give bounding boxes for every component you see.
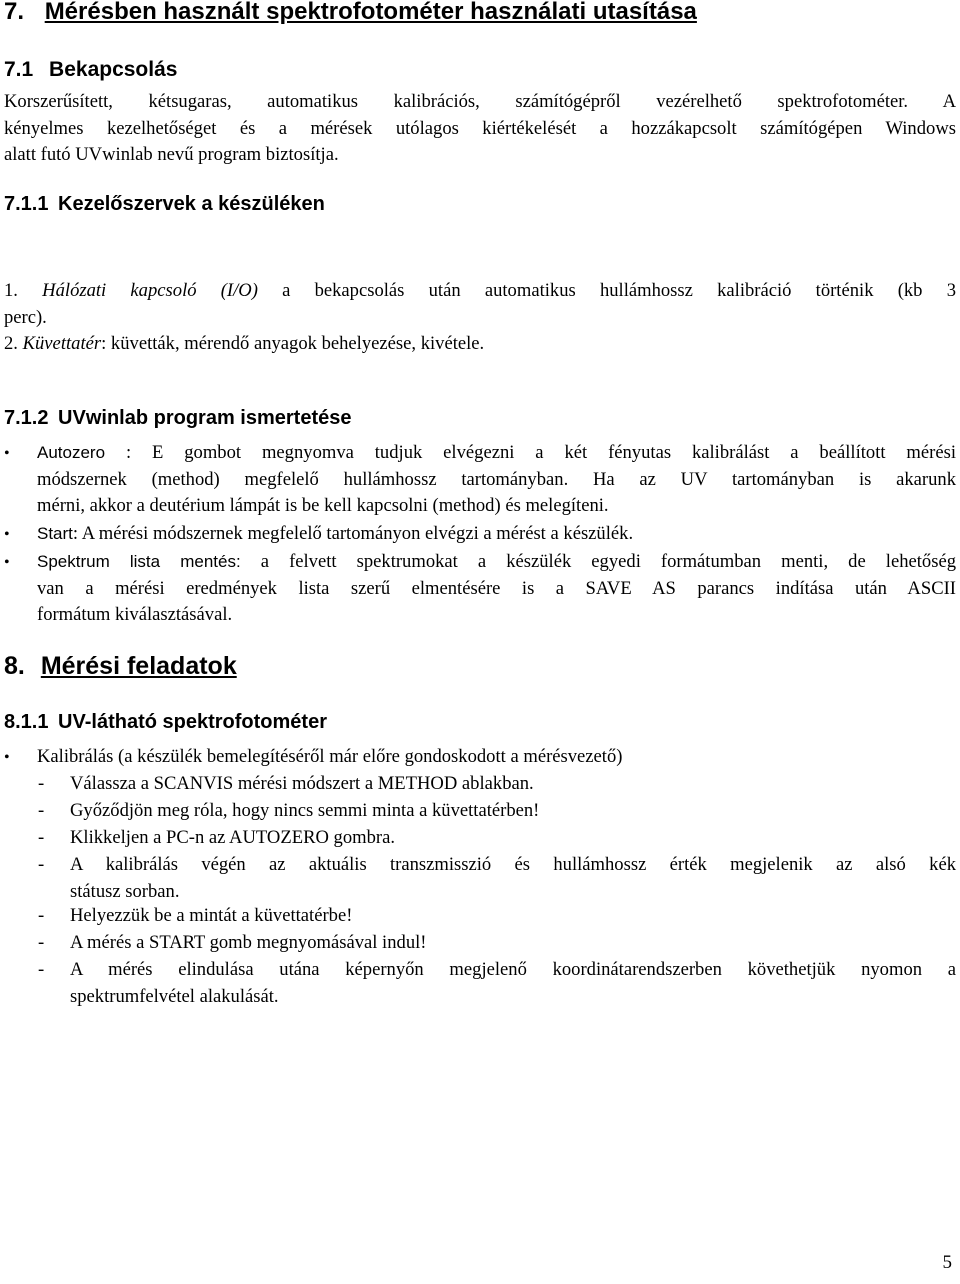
section-7-1-heading: [4, 58, 177, 82]
bullet-line: módszernek (method) megfelelő hullámhossz tartományban. Ha az UV tartományban is akarunk: [37, 468, 956, 490]
bullet-term: Spektrum lista mentés:: [37, 552, 241, 571]
dash-item: [70, 930, 956, 957]
dash-item-text: A kalibrálás végén az aktuális transzmisszió és hullámhossz érték megjelenik az alsó kék: [70, 854, 956, 875]
bullet-line: van a mérési eredmények lista szerű elmentésére is a SAVE AS parancs indítása után ASCII: [37, 577, 956, 599]
numbered-item-2-line: [4, 331, 956, 358]
bullet-line: [37, 521, 956, 548]
bullet-spektrum: [37, 549, 956, 629]
item-text-continued: perc).: [4, 306, 47, 328]
section-8-heading: [4, 652, 237, 681]
dash-icon: -: [38, 773, 45, 794]
section-8-title-wrap: [32, 652, 237, 680]
bullet-line: [37, 440, 956, 467]
item-term: Küvettatér: [22, 333, 102, 354]
bullet-text: : E gombot megnyomva tudjuk elvégezni a két fényutas kalibrálást a beállított mérési: [105, 442, 956, 463]
section-7-1-paragraph: [4, 89, 956, 169]
bullet-icon: •: [4, 554, 10, 571]
numbered-item-2: [4, 331, 956, 358]
dash-item: [70, 903, 956, 930]
bullet-start: [37, 521, 956, 548]
dash-item: [70, 825, 956, 852]
dash-item: [70, 852, 956, 905]
dash-item: [70, 957, 956, 1010]
section-7-1-number: 7.1: [4, 58, 34, 81]
bullet-text: : A mérési módszernek megfelelő tartományon elvégzi a mérést a készülék.: [72, 523, 634, 544]
dash-icon: -: [38, 800, 45, 821]
item-text: : küvetták, mérendő anyagok behelyezése, kivétele.: [101, 333, 485, 354]
dash-icon: -: [38, 854, 45, 875]
dash-item-text: A mérés elindulása utána képernyőn megjelenő koordinátarendszerben követhetjük nyomon a: [70, 959, 956, 980]
dash-item-text: A mérés a START gomb megnyomásával indul!: [70, 932, 427, 953]
section-8-1-1-number: 8.1.1: [4, 711, 49, 733]
dash-icon: -: [38, 827, 45, 848]
dash-item: [70, 771, 956, 798]
bullet-text: Kalibrálás (a készülék bemelegítéséről már előre gondoskodott a mérésvezető): [37, 746, 623, 767]
paragraph-line: alatt futó UVwinlab nevű program biztosítja.: [4, 144, 339, 166]
item-text: a bekapcsolás után automatikus hullámhossz kalibráció történik (kb 3: [257, 280, 956, 301]
dash-item-text: Klikkeljen a PC-n az AUTOZERO gombra.: [70, 827, 395, 848]
bullet-line: formátum kiválasztásával.: [37, 604, 233, 626]
section-7-1-2-title: UVwinlab program ismertetése: [58, 407, 352, 429]
item-number: 2.: [4, 333, 18, 354]
dash-item-text: spektrumfelvétel alakulását.: [70, 985, 279, 1007]
bullet-icon: •: [4, 749, 10, 766]
dash-icon: -: [38, 932, 45, 953]
section-8-1-1-heading: [4, 711, 327, 734]
bullet-icon: •: [4, 445, 10, 462]
section-8-number: 8.: [4, 652, 25, 680]
paragraph-line: Korszerűsített, kétsugaras, automatikus kalibrációs, számítógépről vezérelhető spektrofotométer. A: [4, 91, 956, 112]
section-7-number: 7.: [4, 0, 25, 25]
dash-icon: -: [38, 959, 45, 980]
section-7-1-2-heading: [4, 407, 351, 430]
bullet-kalibralas: [37, 744, 956, 771]
section-7-title: Mérésben használt spektrofotométer használati utasítása: [44, 0, 697, 25]
numbered-item-1-line: [4, 278, 956, 305]
dash-item-text: Győződjön meg róla, hogy nincs semmi minta a küvettatérben!: [70, 800, 540, 821]
dash-icon: -: [38, 905, 45, 926]
bullet-term: Autozero: [37, 443, 106, 462]
dash-item-text: státusz sorban.: [70, 880, 180, 902]
section-8-1-1-title: UV-látható spektrofotométer: [58, 711, 327, 733]
section-7-1-title: Bekapcsolás: [49, 58, 178, 81]
bullet-term: Start: [37, 524, 73, 543]
bullet-line: [37, 549, 956, 576]
item-number: 1.: [4, 280, 18, 301]
dash-item-text: Válassza a SCANVIS mérési módszert a METHOD ablakban.: [70, 773, 534, 794]
section-7-1-1-heading: [4, 193, 325, 216]
section-7-1-2-number: 7.1.2: [4, 407, 49, 429]
section-7-heading: [4, 0, 697, 26]
dash-item: [70, 798, 956, 825]
section-7-1-1-title: Kezelőszervek a készüléken: [58, 193, 325, 215]
bullet-text: a felvett spektrumokat a készülék egyedi formátumban menti, de lehetőség: [240, 551, 956, 572]
section-7-1-1-number: 7.1.1: [4, 193, 49, 215]
dash-item-text: Helyezzük be a mintát a küvettatérbe!: [70, 905, 353, 926]
numbered-item-1: [4, 278, 956, 331]
bullet-line: mérni, akkor a deutérium lámpát is be kell kapcsolni (method) és melegíteni.: [37, 495, 609, 517]
section-8-title: Mérési feladatok: [40, 652, 237, 680]
bullet-autozero: [37, 440, 956, 520]
page-number: 5: [942, 1252, 952, 1273]
bullet-icon: •: [4, 526, 10, 543]
paragraph-line: kényelmes kezelhetőséget és a mérések utólagos kiértékelését a hozzákapcsolt számítógépen Windows: [4, 117, 956, 139]
item-term: Hálózati kapcsoló (I/O): [42, 280, 258, 301]
